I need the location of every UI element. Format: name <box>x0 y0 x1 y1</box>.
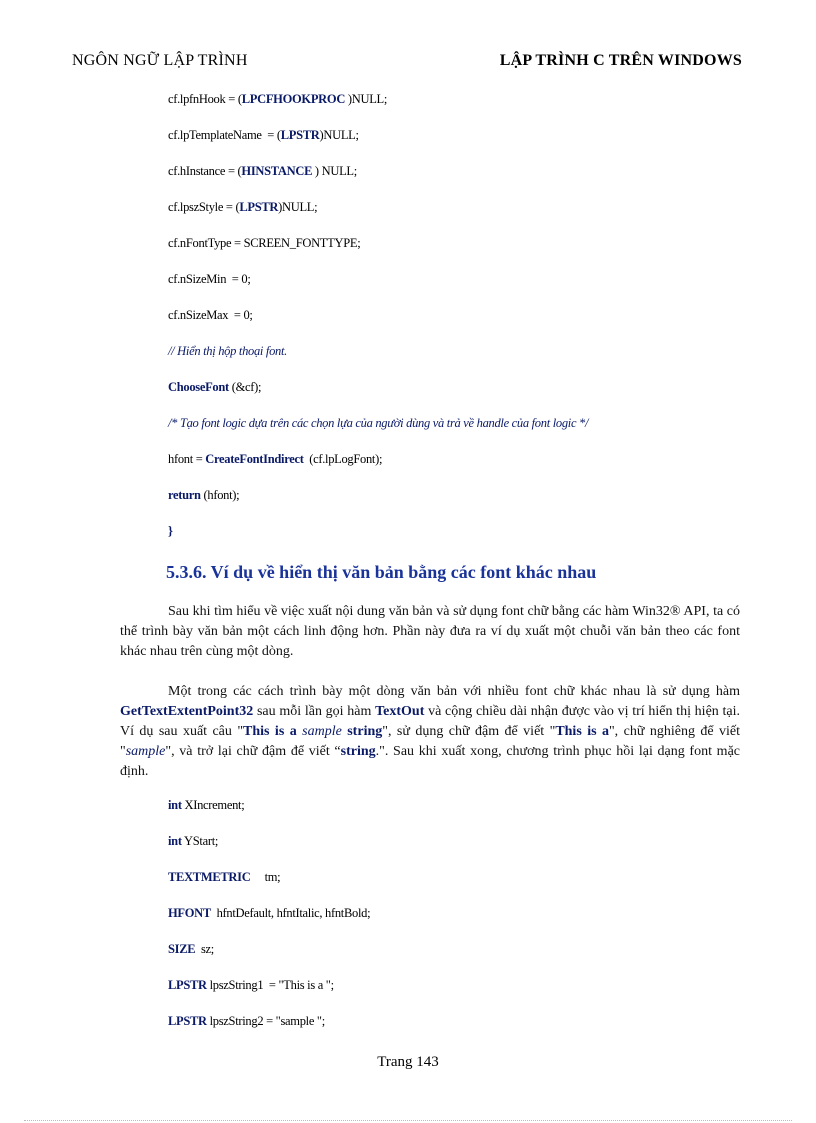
function-name: TextOut <box>375 704 425 719</box>
code-keyword: TEXTMETRIC <box>168 870 251 884</box>
bold-text: This is a <box>243 724 303 739</box>
paragraph-text: và cộng chiều dài nhận được vào vị trí hiển thị hiện tại. Ví dụ sau xuất câu " <box>120 704 740 739</box>
paragraph-1 <box>120 602 740 662</box>
bold-text: string <box>340 744 376 759</box>
page-number: Trang 143 <box>377 1054 439 1070</box>
code-text: )NULL; <box>278 200 318 214</box>
code-line <box>168 942 214 957</box>
code-text: )NULL; <box>345 92 388 106</box>
code-line <box>168 870 280 885</box>
paragraph-text: ", và trở lại chữ đậm để viết “ <box>165 744 341 759</box>
code-line <box>168 1014 325 1029</box>
code-keyword: SIZE <box>168 942 196 956</box>
code-keyword: LPSTR <box>168 1014 207 1028</box>
code-line <box>168 92 387 107</box>
paragraph-2 <box>120 682 740 782</box>
code-line <box>168 380 261 395</box>
code-text: lpszString2 = "sample "; <box>206 1014 325 1028</box>
function-name: GetTextExtentPoint32 <box>120 704 254 719</box>
italic-text: sample <box>125 744 166 759</box>
code-comment: // Hiển thị hộp thoại font. <box>168 344 287 358</box>
code-line <box>168 906 370 921</box>
code-line <box>168 834 218 849</box>
code-line: cf.nSizeMax = 0; <box>168 308 253 322</box>
paragraph-text: Sau khi tìm hiểu về việc xuất nội dung văn bản và sử dụng font chữ bằng các hàm Win32® API, ta có thể trình bày văn bản một cách linh động hơn. Phần này đưa ra ví dụ xuất một chuỗi văn bản theo các font khác nhau trên cùng một dòng. <box>120 604 740 659</box>
code-comment: /* Tạo font logic dựa trên các chọn lựa của người dùng và trả về handle của font logic */ <box>168 416 589 430</box>
code-keyword: int <box>168 834 182 848</box>
code-keyword: HFONT <box>168 906 211 920</box>
paragraph-text: sau mỗi lần gọi hàm <box>253 704 376 719</box>
bold-text: This is a <box>555 724 609 739</box>
code-text: cf.lpTemplateName = ( <box>168 128 281 142</box>
code-keyword: HINSTANCE <box>241 164 313 178</box>
code-line <box>168 128 359 143</box>
code-text: (cf.lpLogFont); <box>303 452 383 466</box>
paragraph-text: ", sử dụng chữ đậm để viết " <box>382 724 556 739</box>
code-text: YStart; <box>181 834 219 848</box>
code-text: XIncrement; <box>181 798 245 812</box>
page-bottom-divider <box>24 1120 792 1121</box>
code-text: (hfont); <box>200 488 240 502</box>
code-keyword: ChooseFont <box>168 380 229 394</box>
code-line <box>168 164 357 179</box>
code-keyword: LPCFHOOKPROC <box>241 92 346 106</box>
code-keyword: CreateFontIndirect <box>205 452 304 466</box>
code-keyword: LPSTR <box>280 128 320 142</box>
bold-text: string <box>341 724 383 739</box>
code-text: cf.lpszStyle = ( <box>168 200 240 214</box>
code-line <box>168 798 244 813</box>
code-line <box>168 978 334 993</box>
code-line: cf.nFontType = SCREEN_FONTTYPE; <box>168 236 361 250</box>
code-line <box>168 488 239 503</box>
code-text: ) NULL; <box>312 164 357 178</box>
code-brace: } <box>168 524 173 538</box>
code-line <box>168 200 317 215</box>
code-text: cf.lpfnHook = ( <box>168 92 242 106</box>
code-line: cf.nSizeMin = 0; <box>168 272 251 286</box>
section-heading: 5.3.6. Ví dụ về hiển thị văn bản bằng các font khác nhau <box>166 562 597 582</box>
italic-text: sample <box>302 724 342 739</box>
code-line <box>168 452 382 467</box>
code-text: )NULL; <box>319 128 359 142</box>
code-text: sz; <box>195 942 214 956</box>
header-right: LẬP TRÌNH C TRÊN WINDOWS <box>499 52 742 69</box>
paragraph-text: .". Sau khi xuất xong, chương trình phục hồi lại dạng font mặc định. <box>120 744 740 779</box>
code-text: lpszString1 = "This is a "; <box>206 978 334 992</box>
code-keyword: return <box>168 488 201 502</box>
code-text: hfont = <box>168 452 206 466</box>
code-keyword: LPSTR <box>168 978 207 992</box>
paragraph-text: Một trong các cách trình bày một dòng văn bản với nhiều font chữ khác nhau là sử dụng hàm <box>168 684 740 699</box>
code-text: (&cf); <box>228 380 262 394</box>
code-text: hfntDefault, hfntItalic, hfntBold; <box>210 906 371 920</box>
code-text: cf.hInstance = ( <box>168 164 242 178</box>
paragraph-text: ", chữ nghiêng để viết " <box>120 724 741 759</box>
code-keyword: int <box>168 798 182 812</box>
header-left: NGÔN NGỮ LẬP TRÌNH <box>72 52 248 69</box>
code-keyword: LPSTR <box>239 200 279 214</box>
code-text: tm; <box>250 870 281 884</box>
